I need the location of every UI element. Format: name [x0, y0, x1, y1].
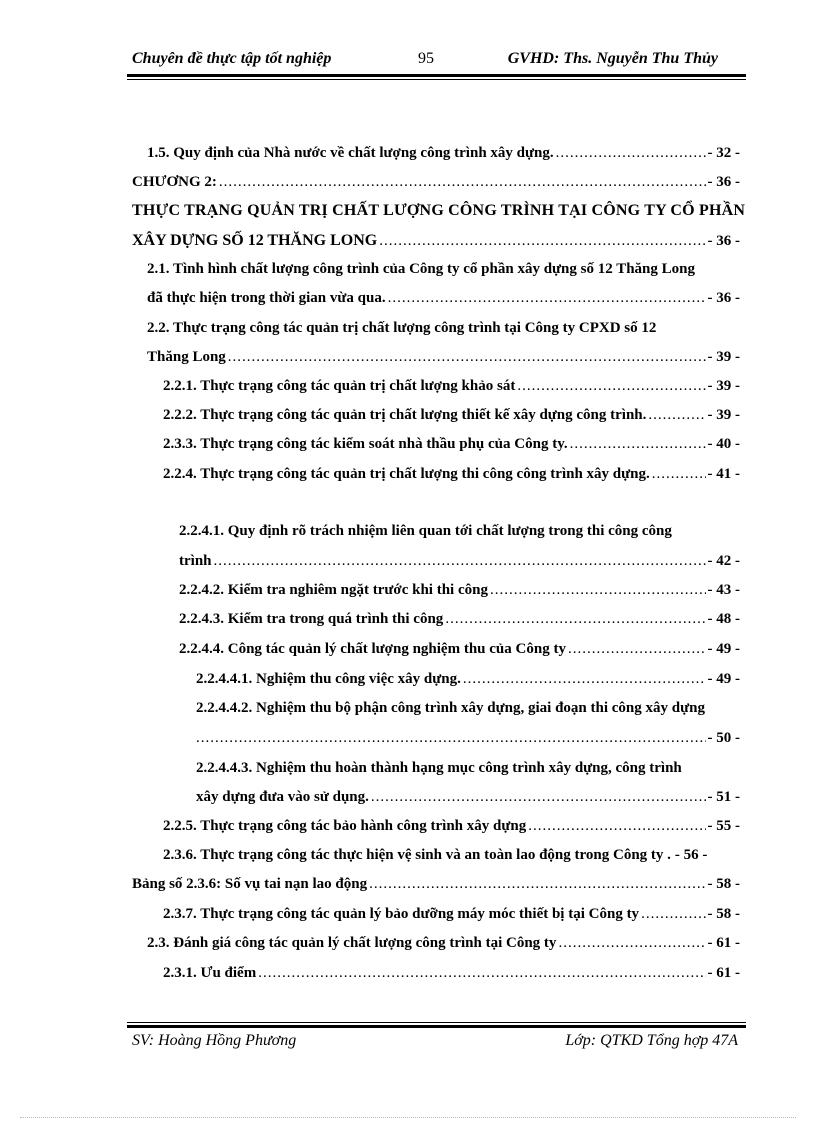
toc-leader-dots: [570, 436, 706, 453]
footer-student: SV: Hoàng Hồng Phương: [132, 1032, 297, 1049]
toc-leader-dots: [648, 407, 705, 424]
toc-entry-page: - 58 -: [707, 906, 740, 922]
toc-entry[interactable]: [163, 818, 740, 838]
toc-entry-text[interactable]: 2.1. Tình hình chất lượng công trình của Công ty cổ phần xây dựng số 12 Thăng Long: [147, 261, 695, 277]
toc-leader-dots: [445, 611, 705, 628]
toc-entry-text: 2.3.6. Thực trạng công tác thực hiện vệ sinh và an toàn lao động trong Công ty .: [163, 847, 671, 863]
toc-entry-text: 2.2.4.3. Kiểm tra trong quá trình thi công: [179, 611, 444, 627]
toc-entry[interactable]: [132, 174, 740, 194]
page-header: [130, 50, 720, 72]
toc-entry-page: - 32 -: [707, 145, 740, 161]
toc-leader-dots: [490, 582, 706, 599]
toc-entry-page: - 36 -: [707, 290, 740, 306]
toc-entry[interactable]: [147, 290, 740, 310]
toc-entry-text: 2.2.4.4.1. Nghiệm thu công việc xây dựng.: [196, 671, 461, 687]
toc-entry[interactable]: [163, 436, 740, 456]
toc-entry-text: 2.2.5. Thực trạng công tác bảo hành công trình xây dựng: [163, 818, 527, 834]
toc-leader-dots: [196, 730, 706, 747]
toc-entry-page: - 49 -: [707, 671, 740, 687]
toc-entry-page: - 39 -: [707, 349, 740, 365]
toc-entry[interactable]: [196, 730, 740, 750]
toc-entry[interactable]: [179, 641, 740, 661]
toc-entry-page: - 40 -: [707, 436, 740, 452]
toc-leader-dots: [463, 671, 706, 688]
toc-leader-dots: [388, 290, 706, 307]
toc-leader-dots: [517, 378, 705, 395]
toc-entry[interactable]: [163, 466, 740, 486]
toc-entry[interactable]: [179, 582, 740, 602]
toc-entry-page: - 48 -: [707, 611, 740, 627]
toc-entry-text: đã thực hiện trong thời gian vừa qua.: [147, 290, 386, 306]
toc-entry-text: 2.2.2. Thực trạng công tác quản trị chất lượng thiết kế xây dựng công trình.: [163, 407, 647, 423]
toc-entry[interactable]: [163, 965, 740, 985]
toc-entry-page: - 42 -: [707, 553, 740, 569]
footer-rule-thin: [127, 1022, 746, 1023]
toc-entry-text: 2.3.1. Ưu điểm: [163, 965, 257, 981]
toc-entry-page: - 49 -: [707, 641, 740, 657]
toc-entry[interactable]: [163, 378, 740, 398]
toc-entry[interactable]: [147, 349, 740, 369]
toc-entry-text: 2.2.1. Thực trạng công tác quản trị chất lượng khảo sát: [163, 378, 516, 394]
toc-entry-text[interactable]: 2.2.4.1. Quy định rõ trách nhiệm liên quan tới chất lượng trong thi công công: [179, 523, 672, 539]
toc-entry-text: xây dựng đưa vào sử dụng.: [196, 789, 369, 805]
toc-leader-dots: [369, 876, 705, 893]
toc-leader-dots: [379, 233, 705, 250]
toc-entry[interactable]: [147, 935, 740, 955]
toc-entry-text: 2.3.7. Thực trạng công tác quản lý bảo dưỡng máy móc thiết bị tại Công ty: [163, 906, 640, 922]
toc-leader-dots: [528, 818, 705, 835]
toc-entry-text: trình: [179, 553, 212, 569]
toc-entry-text[interactable]: 2.2.4.4.3. Nghiệm thu hoàn thành hạng mục công trình xây dựng, công trình: [196, 760, 682, 776]
toc-entry[interactable]: [196, 789, 740, 809]
page-footer: [130, 1032, 738, 1054]
header-page-number: 95: [418, 50, 434, 67]
footer-class: Lớp: QTKD Tổng hợp 47A: [565, 1032, 738, 1049]
toc-entry-page: - 39 -: [707, 407, 740, 423]
toc-entry-page: - 55 -: [707, 818, 740, 834]
toc-entry-text: 2.3. Đánh giá công tác quản lý chất lượng công trình tại Công ty: [147, 935, 557, 951]
toc-leader-dots: [568, 641, 706, 658]
toc-entry[interactable]: [163, 847, 740, 867]
toc-entry-page: - 36 -: [707, 174, 740, 190]
toc-leader-dots: [558, 935, 705, 952]
toc-entry[interactable]: [179, 553, 740, 573]
toc-entry-page: - 51 -: [707, 789, 740, 805]
toc-entry-page: - 50 -: [707, 730, 740, 746]
toc-entry[interactable]: [132, 232, 740, 252]
header-supervisor: GVHD: Ths. Nguyễn Thu Thủy: [507, 50, 718, 67]
toc-entry-text[interactable]: THỰC TRẠNG QUẢN TRỊ CHẤT LƯỢNG CÔNG TRÌNH TẠI CÔNG TY CỔ PHẦN: [132, 202, 746, 219]
header-rule-thin: [127, 79, 746, 80]
toc-entry-text: 2.2.4.2. Kiểm tra nghiêm ngặt trước khi thi công: [179, 582, 488, 598]
toc-entry-page: - 61 -: [707, 935, 740, 951]
toc-entry-text: Bảng số 2.3.6: Số vụ tai nạn lao động: [132, 876, 368, 892]
toc-entry[interactable]: [163, 407, 740, 427]
toc-entry-page: - 36 -: [707, 233, 740, 249]
toc-entry-page: - 61 -: [707, 965, 740, 981]
toc-entry-text[interactable]: 2.2. Thực trạng công tác quản trị chất lượng công trình tại Công ty CPXD số 12: [147, 320, 657, 336]
toc-entry-page: - 41 -: [707, 466, 740, 482]
toc-entry-page: - 39 -: [707, 378, 740, 394]
toc-entry[interactable]: [179, 611, 740, 631]
toc-leader-dots: [228, 349, 706, 366]
toc-entry-page: - 56 -: [674, 847, 708, 863]
toc-entry[interactable]: [132, 876, 740, 896]
toc-entry[interactable]: [147, 145, 740, 165]
toc-entry-text[interactable]: 2.2.4.4.2. Nghiệm thu bộ phận công trình xây dựng, giai đoạn thi công xây dựng: [196, 700, 705, 716]
toc-leader-dots: [258, 965, 705, 982]
header-report-title: Chuyên đề thực tập tốt nghiệp: [132, 50, 332, 67]
toc-entry-text: 2.2.4. Thực trạng công tác quản trị chất lượng thi công công trình xây dựng.: [163, 466, 650, 482]
toc-leader-dots: [214, 553, 706, 570]
toc-leader-dots: [219, 174, 706, 191]
toc-entry-page: - 43 -: [707, 582, 740, 598]
toc-entry-text: 2.3.3. Thực trạng công tác kiểm soát nhà thầu phụ của Công ty.: [163, 436, 568, 452]
toc-entry[interactable]: [163, 906, 740, 926]
toc-leader-dots: [652, 466, 706, 483]
header-rule-thick: [127, 74, 746, 77]
toc-leader-dots: [371, 789, 706, 806]
toc-entry-text: CHƯƠNG 2:: [132, 174, 217, 190]
toc-entry[interactable]: [196, 671, 740, 691]
footer-rule-thick: [127, 1025, 746, 1028]
toc-leader-dots: [556, 145, 706, 162]
page-bottom-border: [20, 1117, 796, 1118]
toc-entry-page: - 58 -: [707, 876, 740, 892]
toc-leader-dots: [641, 906, 705, 923]
toc-entry-text: 2.2.4.4. Công tác quản lý chất lượng nghiệm thu của Công ty: [179, 641, 566, 657]
toc-entry-text: XÂY DỰNG SỐ 12 THĂNG LONG: [132, 232, 378, 249]
toc-entry-text: 1.5. Quy định của Nhà nước về chất lượng công trình xây dựng.: [147, 145, 554, 161]
toc-entry-text: Thăng Long: [147, 349, 226, 365]
